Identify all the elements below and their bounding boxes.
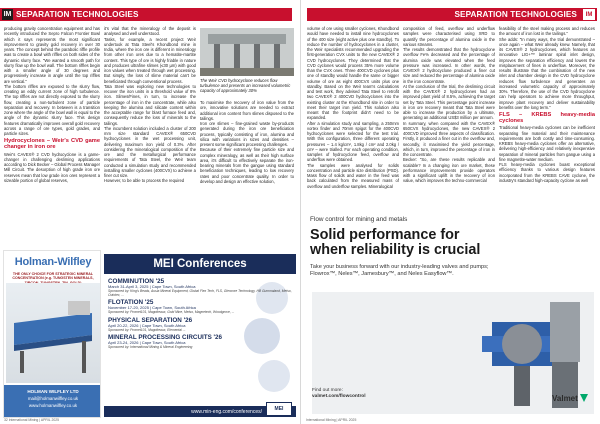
conference-item[interactable] — [108, 317, 292, 333]
paragraph: Tasks, for example, a recent project Weir undertook at Tata Steel's Khondbond mine in India, where the iron ore is different in mineralogy from other iron ores due to a hematite-martite content. This type of ore is highly friable in nature and produces ultrafine slimes (≤30 µm) with good iron values when treated through wet processing. But simply, the loss of slime material can't be beneficiated through conventional process. — [104, 36, 196, 84]
conference-item[interactable] — [108, 299, 292, 315]
paragraph: volume of ore using smaller cyclones, Khondbond would have needed to install nine hydrocyclones of the 400 size (eight active plus one standby). To reduce the number of hydrocyclones in a cluster, the Weir specialists recommended upgrading the first-generation CVX units to the new CAVEX® 2 CVD hydrocyclones. They determined that the CVD cyclones would process 35% more volume than the CVX ones. Three 400CVD cyclones plus one of standby would handle the same or bigger volume of ore as eight 400CVX units plus one standby. Based on the Weir team's calculations and test work, they advised Tata Steel to retrofit two CAVEX® 2 400CVD hydrocyclones into the existing cluster at the Khondbond site in order to meet their target iron yield. This solution also meant that the footprint didn't need to be expanded. — [307, 26, 399, 121]
page-folio: 32 International Mining | APRIL 2025 — [4, 418, 60, 422]
conference-title: COMMINUTION '25 — [108, 278, 165, 285]
ad-title-line-2: when reliability is crucial — [310, 242, 481, 259]
conference-sponsors: Sponsored by: Promet101, Magotteaux, Elemental ... — [108, 327, 186, 332]
paragraph: FLS heavy-media cyclones boast exceptional efficiency thanks to various design features incorporated from the KREBS CAVE cyclone, the industry's standard high-capacity cyclone as well — [499, 162, 595, 183]
page-header — [0, 8, 292, 21]
photo-caption: The Weir CVD hydrocyclone reduces flow turbulence and presents an increased volumetric capacity of approximately 30% — [200, 78, 291, 93]
paragraph: The incumbent solution included a cluster of 200 mm size standard CAVEX® 650CVD hydrocyclones in the wet processing unit, delivering maximum iron yield of 0.3%. After considering the mineralogical composition of the ore and the metallurgical performance requirements of Tata Steel, the Weir team conducted a simulation study and recommended installing smaller cyclones (400CVX) to achieve a finer cut size. — [104, 125, 196, 178]
email-link[interactable]: mail@holmanwilfley.co.uk — [27, 396, 79, 401]
article-column-2 — [403, 26, 495, 210]
paragraph: feasibility of the steel making process and reduces the amount of iron lost in the tailings." — [499, 26, 595, 37]
conference-date: March 31-April 3, 2025 | Cape Town, South Africa — [108, 284, 196, 289]
paragraph: She adds: "In many ways, the trial demonstrated – once again – what Weir already knew. Namely, that its CAVEX® 2 hydrocyclones, which features an innovative LIG+™ laminar spiral inlet design, improves the separation efficiency and lowers the misplacement of fines in underflow. Moreover, the results illustrate that the combination of the new inlet and chamber design in the CVD hydrocyclone reduces flow turbulence and generates an increased volumetric capacity of approximately 30%. Therefore, the use of the CVD hydrocyclone can help operators to achieve more throughput, improve plant recovery and deliver sustainability benefits over the long term." — [499, 36, 595, 110]
paragraph: The results demonstrated that the hydrocyclone overflow Fe% decreased and the percentage of alumina oxide was elevated when the feed pressure was increased. In other words, the CAVEX® 2 hydrocyclone produced a finer cut size and reduced the percentage of alumina oxide in the iron concentrate. — [403, 47, 495, 84]
valmet-mark-icon — [580, 394, 588, 402]
paragraph: composition of feed, overflow and underflow samples were characterised using XRD to quantify the percentage of alumina oxide in the various streams. — [403, 26, 495, 47]
paragraph: Tata Steel was exploring new technologies to recover the iron units in a threshold value of 8% iron. Slimes/Fines, in turn, to increase the percentage of iron in the concentrate, while also keeping the alumina and silicate content within the acceptable range for blast furnace feed and, consequently reduce the loss of minerals to the tailings. — [104, 83, 196, 126]
ad-footer — [312, 388, 442, 400]
conference-list — [108, 278, 292, 352]
im-logo: IM — [583, 9, 595, 20]
conference-sponsors: Sponsored by: Promet101, Magotteaux, Gold Mine, Metso, Magnetech, Woodgrove, ... — [108, 310, 235, 314]
ad-subtitle: Flow control for mining and metals — [310, 216, 408, 223]
section-title: SEPARATION TECHNOLOGIES — [454, 10, 577, 19]
paragraph: Weir's CAVEX® 2 CVD hydrocyclone is a game-changer in challenging desliming applications according to Dick Becker – Global Process Manager Mill Circuit. The desorption of high grade iron ore reserves mean that low grade iron ores represent a sizeable portion of global reserves, — [4, 151, 100, 183]
paragraph: At the conclusion of the trial, the desliming circuit with the CAVEX® 2 hydrocyclones had an improved plant yield of 8.5%, achieving the target set by Tata Steel. This percentage point increase in iron ore recovery meant that Tata Steel were able to increase the production by a ultimate, generating an additional US$3 million per annum. — [403, 83, 495, 121]
conference-date: April 23-24, 2026 | Cape Town, South Africa — [108, 340, 186, 346]
article-column-1 — [4, 26, 100, 248]
ad-title: Holman-Wilfley — [14, 256, 92, 268]
article-column-3 — [200, 100, 294, 248]
shaking-table-illustration — [6, 283, 100, 383]
paragraph: Becker: "So, are these results replicable and scalable? In a changing iron ore market, these performance improvements provide operators with a significant uplift in the recovery of iron value, which improves the techno-commercial — [403, 157, 495, 184]
conference-item[interactable] — [108, 278, 292, 297]
valmet-logo — [552, 390, 592, 406]
website-link[interactable]: valmet.com/flowcontrol — [312, 393, 366, 399]
conference-title: PHYSICAL SEPARATION '26 — [108, 316, 193, 324]
page-folio: International Mining | APRIL 2025 — [306, 418, 357, 422]
website-link[interactable]: www.holmanwilfley.co.uk — [28, 403, 78, 408]
subheading: FLS – KREBS heavy-media cyclones — [499, 112, 595, 125]
ad-body: Take your business forward with our industry-leading valves and pumps; Flowrox™, Neles™, Jamesbury™, and Neles Easyflow™. — [310, 264, 489, 277]
mei-conferences-ad[interactable] — [104, 250, 296, 418]
article-column-2 — [104, 26, 196, 248]
valmet-ad[interactable] — [306, 212, 596, 418]
conference-title: FLOTATION '25 — [108, 299, 154, 307]
paragraph: However, to be able to process the required — [104, 178, 185, 184]
paragraph: To maximise the recovery of iron value from the ore, innovative solutions are needed to extract additional iron content from slimes disposed to the tailings. — [200, 100, 294, 121]
ad-title: MEI Conferences — [104, 254, 296, 274]
valmet-logo-text: Valmet — [552, 393, 578, 403]
section-title: SEPARATION TECHNOLOGIES — [16, 10, 139, 19]
paragraph: After a simulation study and sampling, a 250mm vortex finder and 70mm spigot for the 400CVD hydrocyclones were selected for the test trial. With this configuration, three different operating pressures – 1.4 kg/cm², 1.8kg / cm² and 2.0kg / cm² – were trialled. For each operating condition, samples of hydrocyclone feed, overflow and underflow were obtained. — [307, 120, 399, 163]
conference-item[interactable] — [108, 334, 292, 350]
mei-logo: MEI — [266, 402, 292, 416]
im-logo: IM — [3, 11, 12, 18]
cyclone-photo — [200, 28, 294, 76]
conference-sponsors: Sponsored by: International Mining & Mineral Engineering — [108, 345, 193, 349]
holman-wilfley-ad[interactable] — [3, 250, 101, 418]
ad-footer-label: Find out more: — [312, 388, 343, 393]
article-column-3 — [499, 26, 595, 210]
conference-date: November 17-20, 2025 | Cape Town, South Africa — [108, 305, 196, 311]
paragraph: producing gravity concentration equipment and has recently introduced the Sepro Falcon Frontier Bowl which it says represents the most significant improvement to gravity gold recovery in over 30 years. The concept behind the parabolic riffle profile was to create a bowl with riffles on both sides of the dynamic slurry face. "We wanted a smooth path for slurry flow up the bowl wall. The bottom riffles begin with a smaller angle of 30 degrees and progressively increase in angle until the top riffles are vertical." — [4, 26, 100, 84]
subheading: Hydrocyclones – Weir's CVD game changer in iron ore — [4, 138, 100, 151]
ad-tagline: THE ONLY CHOICE FOR STRATEGIC MINERAL CONCENTRATION (e.g. TUNGSTEN MINERALS, — [12, 272, 94, 281]
ad-contact — [4, 385, 101, 418]
paragraph: The samples were analysed for solids concentration and particle size distribution (PSD). Mass flow of solids and water in the feed was back calculated from the measured mass of overflow and underflow samples. Mineralogical — [307, 162, 399, 189]
paragraph: it's vital that the mineralogy of the deposit is analysed and well understood. — [104, 26, 196, 37]
ad-title-line-1: Solid performance for — [310, 227, 460, 243]
cyclone-illustration — [200, 28, 294, 76]
article-column-1 — [307, 26, 399, 210]
conference-title: MINERAL PROCESSING CIRCUITS '26 — [108, 334, 223, 342]
conference-date: April 20-22, 2026 | Cape Town, South Africa — [108, 322, 186, 328]
page-header — [307, 8, 597, 21]
company-name: HOLMAN WILFLEY LTD — [27, 389, 79, 394]
ad-title — [310, 228, 480, 259]
paragraph: In summary, when compared with the CAVEX® 650CVX hydrocyclones, the new CAVEX® 2 400CVD improved three aspects of classification. Firstly, it produced a finer cut in the overflow and, secondly, it maximised the yield percentage, which, in turn, improved the percentage of iron in the concentrate. — [403, 120, 495, 157]
paragraph: Because of their extremely fine particle size and complex mineralogy, as well as their high surface area, it's difficult to effectively separate the iron-bearing minerals from the gangue using standard beneficiation techniques, leading to low recovery rates and poor concentrate quality. In order to develop and design an effective solution, — [200, 147, 294, 184]
conference-sponsors: Sponsored by: King's Beads, Ausia Mineral Equipment, Global Flex Tech, FLS, Glencore Technology, HB Gummaland, Metso, Outotec, ... — [108, 288, 292, 297]
website-link[interactable]: www.min-eng.com/conferences/ — [104, 406, 296, 417]
paragraph: The bottom riffles are exposed to the slurry flow, creating an eddy current zone of high turbulence. The top riffles are not directly exposed to the slurry flow, creating a non-turbulent zone of particle separation and recovery. In between is a transition zone where the angle of the bowl wall is equal to the angle of the dynamic slurry face. This design features dramatically improves overall gold recovery across a range of ore types, gold grades, and particle sizes. — [4, 83, 100, 136]
paragraph: Iron ore slimes – fine-grained waste by-products generated during the iron ore beneficiation process, typically consisting of iron, alumina and silica with variations in sizes and densities – present some significant processing challenges. — [200, 121, 294, 147]
paragraph: Traditional heavy-media cyclones can be inefficient separating fine material and their maintenance requirements are both costly and time-consuming. KREBS heavy-media cyclones offer an alternative, delivering high-efficiency and relatively inexpensive separation of mineral particles from gangue using a fine magnetite-water medium. — [499, 125, 595, 162]
